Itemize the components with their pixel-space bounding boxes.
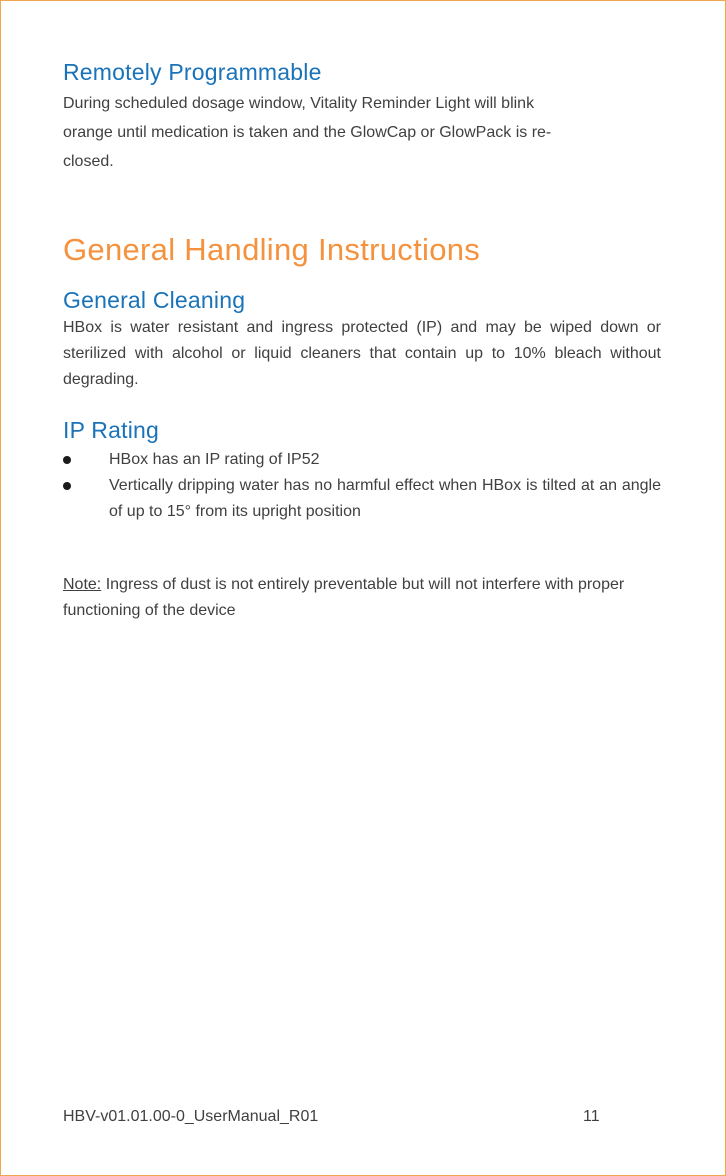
note-text: Ingress of dust is not entirely preventable but will not interfere with proper functioning of the device bbox=[63, 576, 625, 619]
bullet-icon bbox=[63, 456, 71, 464]
remotely-programmable-heading: Remotely Programmable bbox=[63, 59, 322, 85]
bullet-icon bbox=[63, 482, 71, 490]
note-label: Note: bbox=[63, 576, 102, 593]
remote-line-1: During scheduled dosage window, Vitality Reminder Light will blink bbox=[63, 95, 535, 112]
bullet-text: Vertically dripping water has no harmful effect when HBox is tilted at an angle of up to 15° from its upright position bbox=[109, 477, 661, 520]
list-item bbox=[63, 473, 661, 525]
footer-doc-id: HBV-v01.01.00-0_UserManual_R01 bbox=[63, 1108, 319, 1125]
general-cleaning-heading: General Cleaning bbox=[63, 287, 246, 313]
page-content bbox=[63, 57, 661, 624]
remote-line-3: closed. bbox=[63, 153, 114, 170]
remotely-programmable-text bbox=[63, 89, 661, 176]
remote-line-2: orange until medication is taken and the GlowCap or GlowPack is re- bbox=[63, 124, 552, 141]
list-item bbox=[63, 447, 661, 473]
bullet-text: HBox has an IP rating of IP52 bbox=[109, 451, 320, 468]
footer-page-number: 11 bbox=[583, 1108, 600, 1125]
general-cleaning-text: HBox is water resistant and ingress protected (IP) and may be wiped down or sterilized with alcohol or liquid cleaners that contain up to 10% bleach without degrading. bbox=[63, 319, 661, 388]
ip-rating-list bbox=[63, 447, 661, 525]
general-handling-heading: General Handling Instructions bbox=[63, 232, 481, 267]
note-paragraph bbox=[63, 572, 661, 624]
ip-rating-heading: IP Rating bbox=[63, 417, 159, 443]
page-footer bbox=[63, 1108, 603, 1126]
